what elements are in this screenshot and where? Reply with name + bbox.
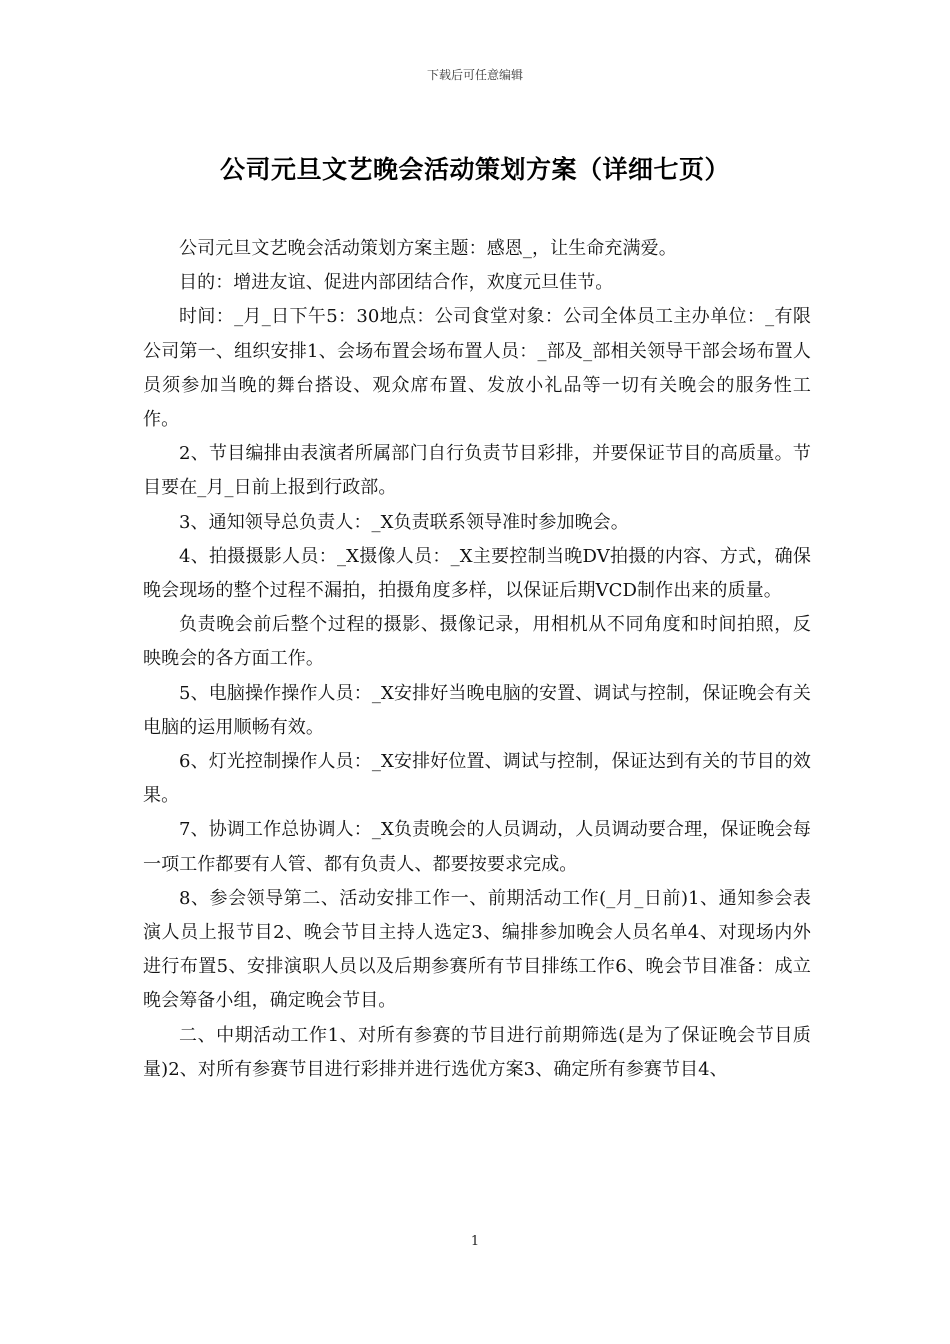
paragraph: 2、节目编排由表演者所属部门自行负责节目彩排，并要保证节目的高质量。节目要在_月_日前上报到行政部。: [143, 443, 811, 499]
page-header-note: 下载后可任意编辑: [426, 68, 523, 82]
paragraph: 5、电脑操作操作人员：_X安排好当晚电脑的安置、调试与控制，保证晚会有关电脑的运用顺畅有效。: [143, 682, 811, 738]
document-body: [143, 232, 811, 1087]
paragraph: 4、拍摄摄影人员：_X摄像人员：_X主要控制当晚DV拍摄的内容、方式，确保晚会现场的整个过程不漏拍，拍摄角度多样，以保证后期VCD制作出来的质量。: [143, 545, 811, 602]
paragraph: 公司元旦文艺晚会活动策划方案主题：感恩_，让生命充满爱。: [179, 238, 677, 259]
paragraph: 3、通知领导总负责人：_X负责联系领导准时参加晚会。: [179, 511, 629, 533]
document-title: 公司元旦文艺晚会活动策划方案（详细七页）: [219, 155, 730, 184]
paragraph: 时间：_月_日下午5：30地点：公司食堂对象：公司全体员工主办单位：_有限公司第一、组织安排1、会场布置会场布置人员：_部及_部相关领导干部会场布置人员须参加当晚的舞台搭设、观众席布置、发放小礼品等一切有关晚会的服务性工作。: [143, 306, 811, 431]
paragraph: 二、中期活动工作1、对所有参赛的节目进行前期筛选(是为了保证晚会节目质量)2、对所有参赛节目进行彩排并进行选优方案3、确定所有参赛节目4、: [143, 1024, 811, 1080]
paragraph: 8、参会领导第二、活动安排工作一、前期活动工作(_月_日前)1、通知参会表演人员上报节目2、晚会节目主持人选定3、编排参加晚会人员名单4、对现场内外进行布置5、安排演职人员以及后期参赛所有节目排练工作6、晚会节目准备：成立晚会筹备小组，确定晚会节目。: [143, 887, 811, 1012]
paragraph: 负责晚会前后整个过程的摄影、摄像记录，用相机从不同角度和时间拍照，反映晚会的各方面工作。: [143, 614, 811, 670]
page-number: 1: [470, 1234, 480, 1249]
paragraph: 7、协调工作总协调人：_X负责晚会的人员调动，人员调动要合理，保证晚会每一项工作都要有人管、都有负责人、都要按要求完成。: [143, 819, 811, 875]
paragraph: 目的：增进友谊、促进内部团结合作，欢度元旦佳节。: [179, 272, 614, 294]
paragraph: 6、灯光控制操作人员：_X安排好位置、调试与控制，保证达到有关的节目的效果。: [143, 751, 811, 807]
